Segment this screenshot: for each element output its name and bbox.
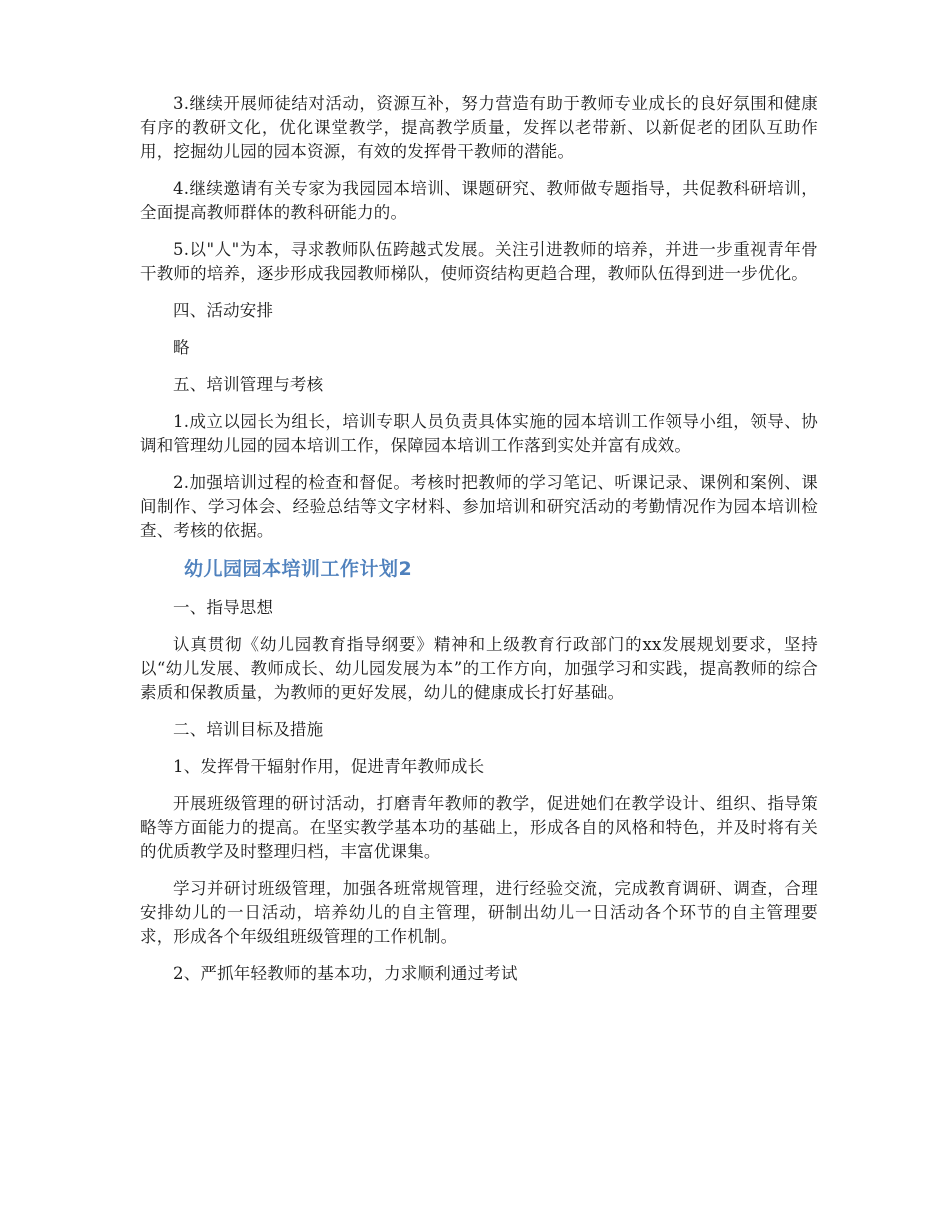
heading-activity-arrangement: 四、活动安排 [173, 301, 274, 320]
paragraph-class-management-study: 学习并研讨班级管理，加强各班常规管理，进行经验交流，完成教育调研、调查，合理安排幼儿的一日活动，培养幼儿的自主管理，研制出幼儿一日活动各个环节的自主管理要求，形成各个年级组班级管理的工作机制。 [140, 879, 818, 946]
paragraph-inspection: 2.加强培训过程的检查和督促。考核时把教师的学习笔记、听课记录、课例和案例、课间制作、学习体会、经验总结等文字材料、参加培训和研究活动的考勤情况作为园本培训检查、考核的依据。 [140, 473, 818, 540]
document-body [140, 92, 818, 999]
paragraph-people-oriented: 5.以"人"为本，寻求教师队伍跨越式发展。关注引进教师的培养，并进一步重视青年骨干教师的培养，逐步形成我园教师梯队，使师资结构更趋合理，教师队伍得到进一步优化。 [140, 240, 818, 283]
paragraph-mentorship: 3.继续开展师徒结对活动，资源互补，努力营造有助于教师专业成长的良好氛围和健康有序的教研文化，优化课堂教学，提高教学质量，发挥以老带新、以新促老的团队互助作用，挖掘幼儿园的园本资源，有效的发挥骨干教师的潜能。 [140, 94, 818, 161]
heading-training-management: 五、培训管理与考核 [173, 375, 324, 394]
heading-guiding-ideology: 一、指导思想 [173, 598, 274, 617]
paragraph-expert-guidance: 4.继续邀请有关专家为我园园本培训、课题研究、教师做专题指导，共促教科研培训，全面提高教师群体的教科研能力的。 [140, 179, 818, 222]
paragraph-ideology-text: 认真贯彻《幼儿园教育指导纲要》精神和上级教育行政部门的xx发展规划要求，坚持以“幼儿发展、教师成长、幼儿园发展为本”的工作方向，加强学习和实践，提高教师的综合素质和保教质量，为教师的更好发展，幼儿的健康成长打好基础。 [140, 635, 818, 702]
paragraph-class-management-seminar: 开展班级管理的研讨活动，打磨青年教师的教学，促进她们在教学设计、组织、指导策略等方面能力的提高。在坚实教学基本功的基础上，形成各自的风格和特色，并及时将有关的优质教学及时整理归档，丰富优课集。 [140, 794, 818, 861]
paragraph-leadership-group: 1.成立以园长为组长，培训专职人员负责具体实施的园本培训工作领导小组，领导、协调和管理幼儿园的园本培训工作，保障园本培训工作落到实处并富有成效。 [140, 412, 818, 455]
section-title: 幼儿园园本培训工作计划2 [184, 558, 413, 580]
paragraph-omitted: 略 [173, 338, 190, 357]
subheading-basic-skills: 2、严抓年轻教师的基本功，力求顺利通过考试 [173, 964, 518, 983]
heading-goals-measures: 二、培训目标及措施 [173, 720, 324, 739]
subheading-backbone-role: 1、发挥骨干辐射作用，促进青年教师成长 [173, 757, 485, 776]
